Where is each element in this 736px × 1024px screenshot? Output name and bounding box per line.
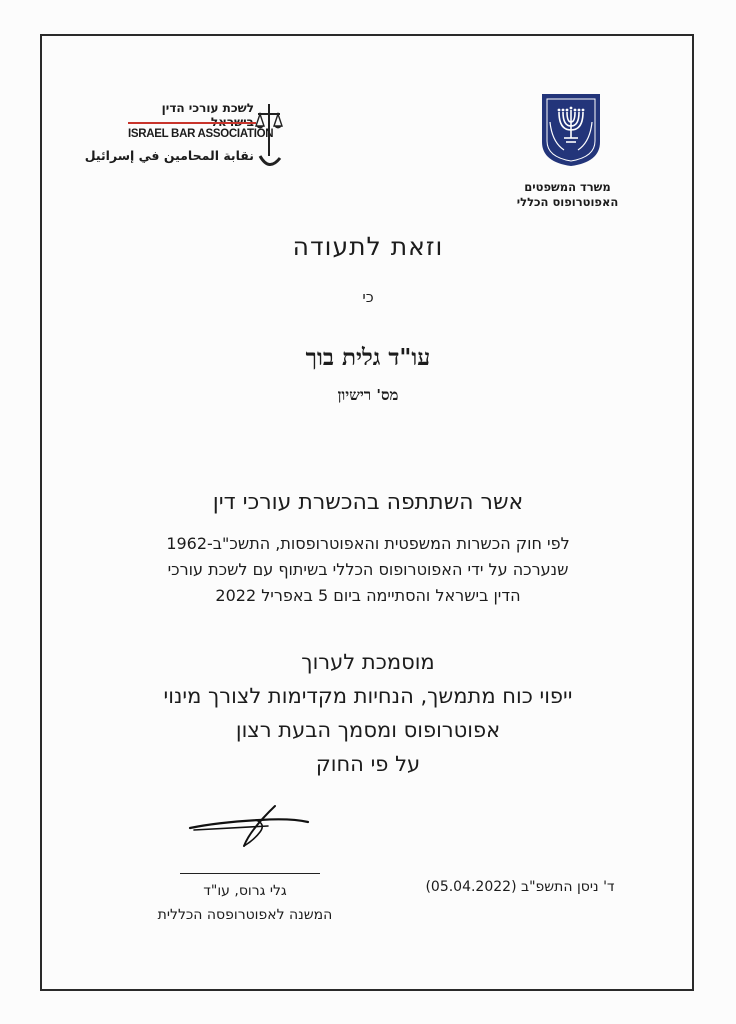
ministry-line-2: האפוטרופוס הכללי bbox=[516, 195, 619, 209]
authorization-statement bbox=[0, 645, 736, 781]
certificate-title: וזאת לתעודה bbox=[292, 232, 444, 261]
bar-association-divider bbox=[128, 122, 256, 124]
ministry-line-1: משרד המשפטים bbox=[524, 180, 611, 194]
authorized-line-1: מוסמכת לערוך bbox=[301, 650, 435, 674]
ministry-name bbox=[505, 180, 630, 210]
authorized-line-3: אפוטרופוס ומסמך הבעת רצון bbox=[235, 718, 501, 742]
signature-line bbox=[180, 873, 320, 874]
scales-of-justice-icon bbox=[254, 100, 284, 176]
training-line-3: הדין בישראל והסתיימה ביום 5 באפריל 2022 bbox=[215, 586, 521, 605]
authorized-line-4: על פי החוק bbox=[315, 752, 421, 776]
authorized-line-2: ייפוי כוח מתמשך, הנחיות מקדימות לצורך מינוי bbox=[163, 684, 573, 708]
signer-title: המשנה לאפוטרופסה הכללית bbox=[157, 907, 333, 923]
training-line-1: לפי חוק הכשרות המשפטית והאפוטרופסות, התשכ"ב-1962 bbox=[166, 534, 570, 553]
bar-association-arabic: نقابة المحامين في إسرائيل bbox=[84, 148, 254, 163]
recipient-name: עו"ד גלית בוך bbox=[305, 344, 431, 371]
license-number-label: מס' רישיון bbox=[337, 386, 399, 404]
bar-association-english: ISRAEL BAR ASSOCIATION bbox=[128, 128, 274, 140]
signer-block bbox=[120, 879, 370, 927]
training-details bbox=[0, 531, 736, 609]
signer-name: גלי גרוס, עו"ד bbox=[203, 883, 287, 899]
training-line-2: שנערכה על ידי האפוטרופוס הכללי בשיתוף עם לשכת עורכי bbox=[167, 560, 569, 579]
handwritten-signature bbox=[180, 800, 320, 850]
issue-date: ד' ניסן התשפ"ב (05.04.2022) bbox=[425, 879, 615, 895]
participation-statement: אשר השתתפה בהכשרת עורכי דין bbox=[212, 490, 524, 515]
conjunction-text: כי bbox=[362, 288, 374, 306]
state-emblem-icon bbox=[540, 92, 602, 168]
bar-association-hebrew: לשכת עורכי הדין bbox=[161, 101, 254, 115]
